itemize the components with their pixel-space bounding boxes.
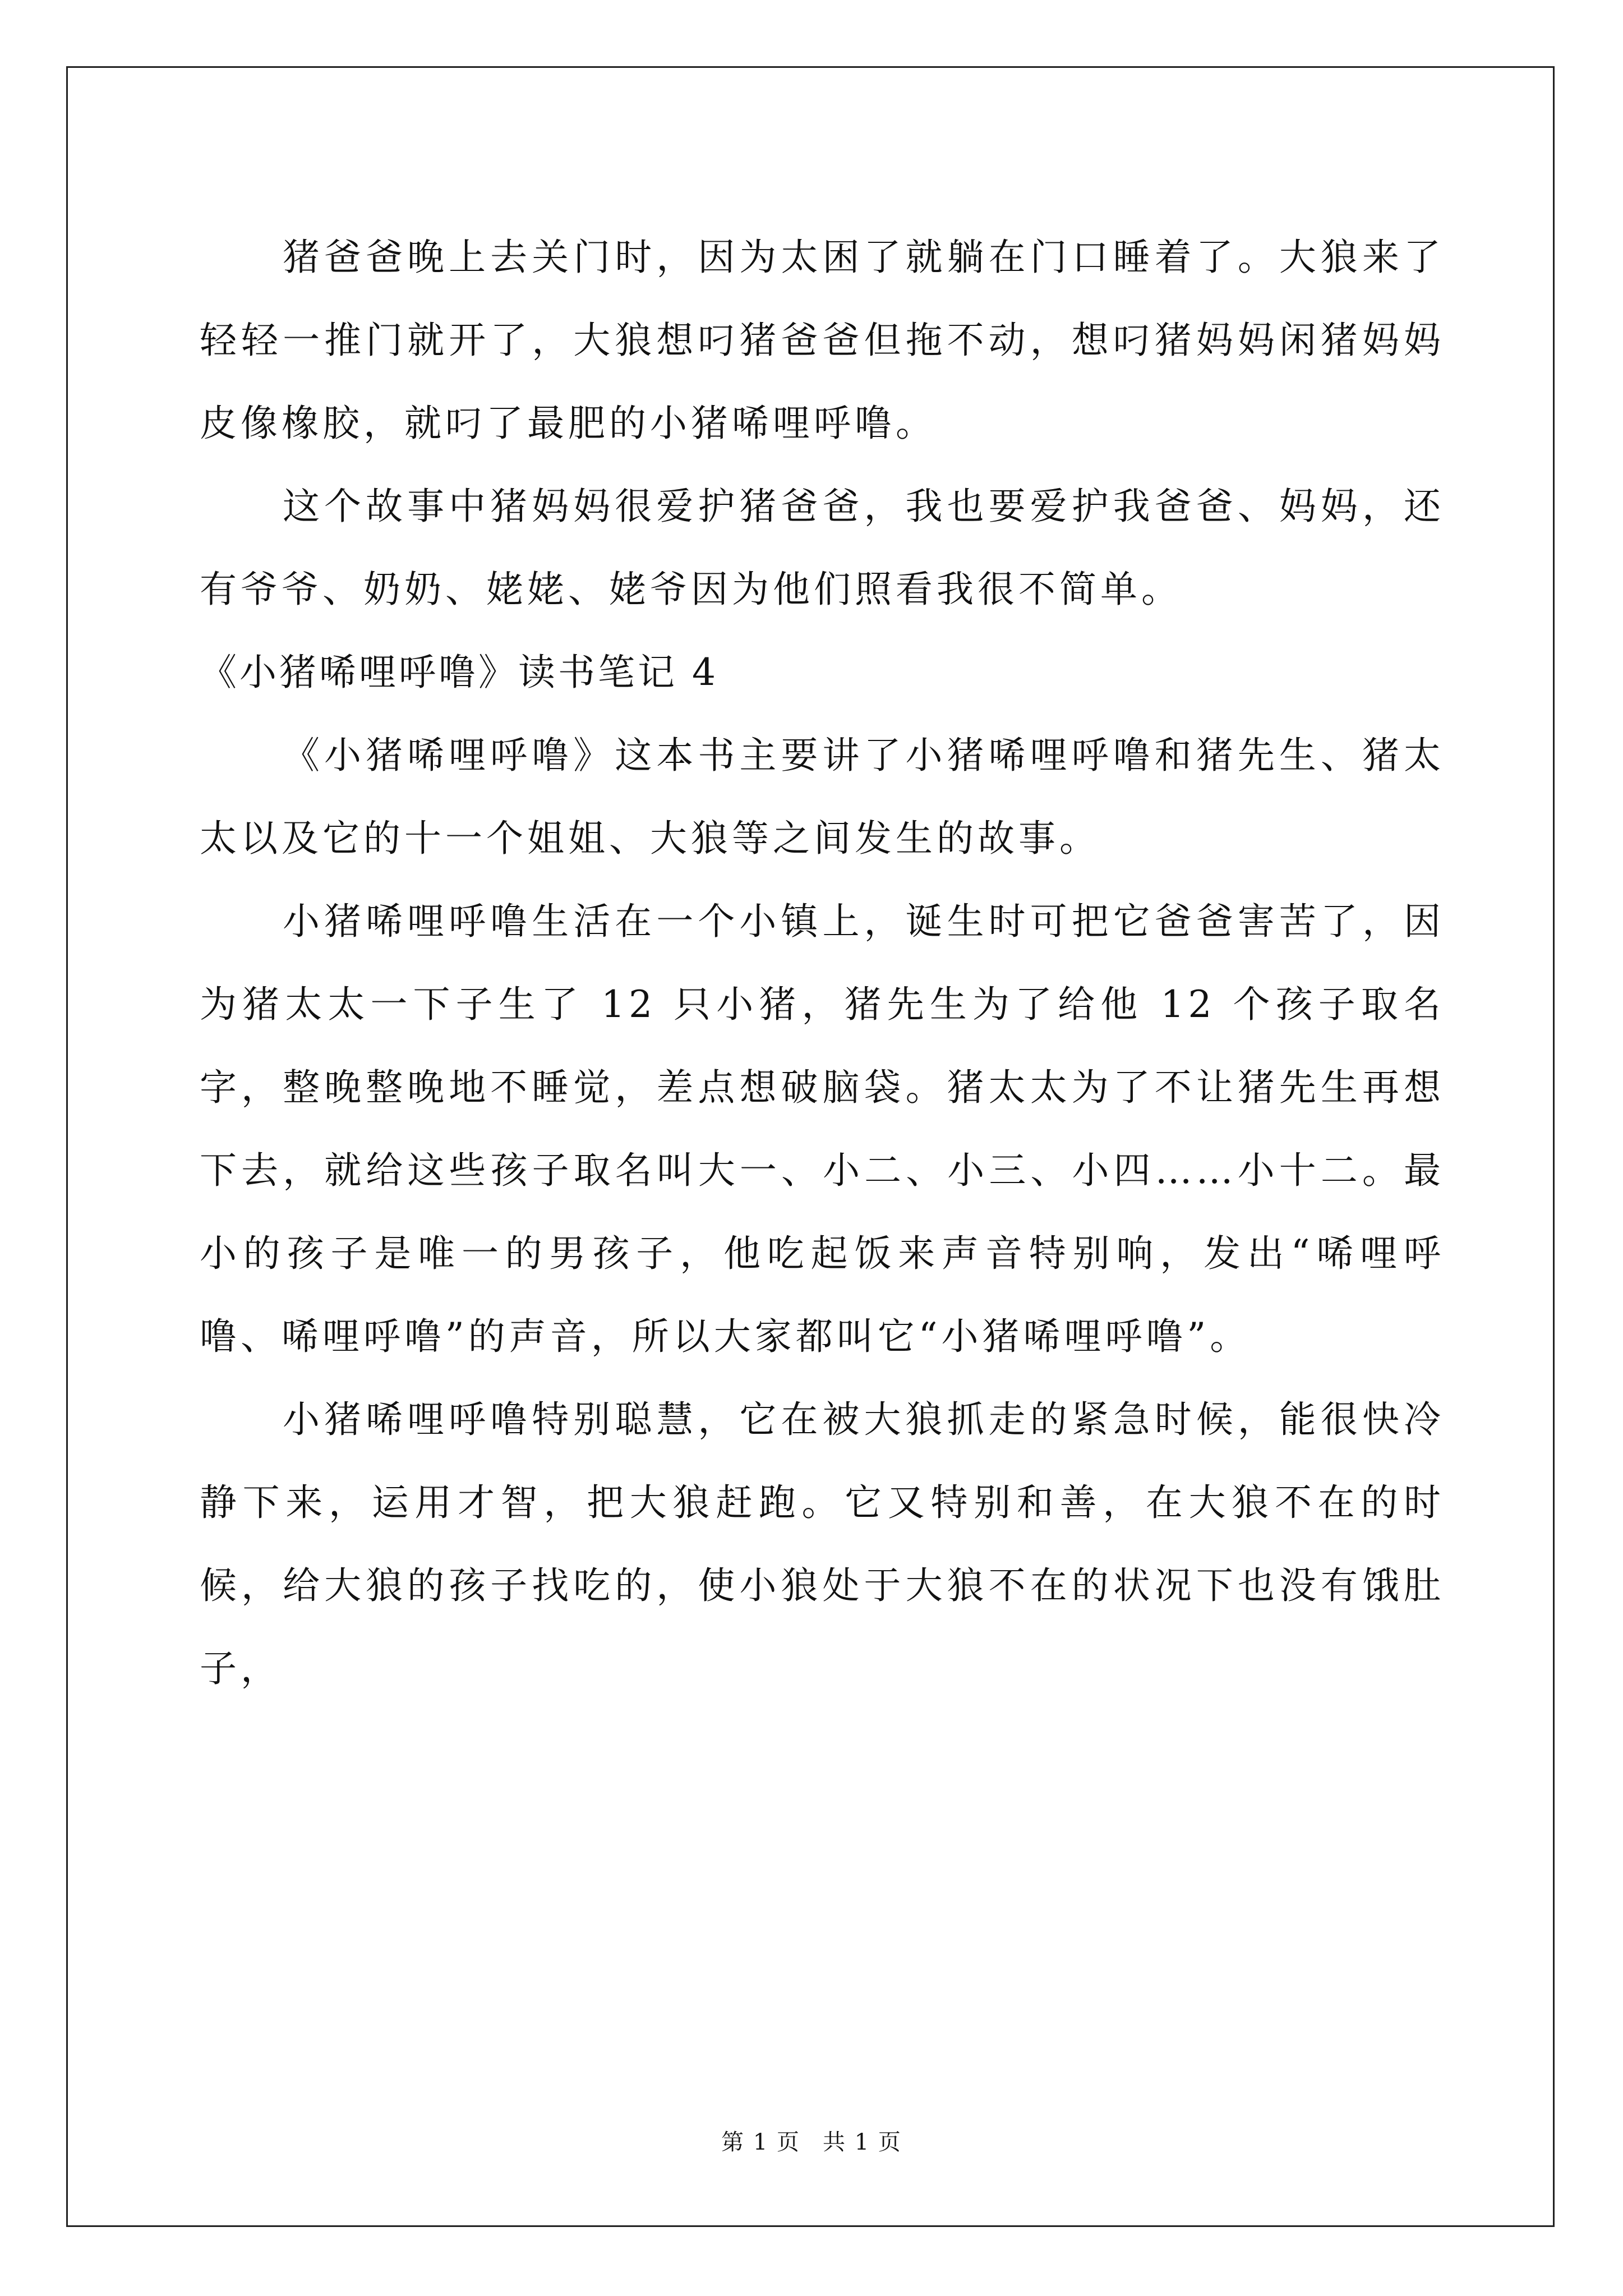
paragraph: 这个故事中猪妈妈很爱护猪爸爸，我也要爱护我爸爸、妈妈，还有爷爷、奶奶、姥姥、姥爷因为他们照看我很不简单。 — [200, 485, 1445, 611]
document-body — [200, 216, 1445, 1710]
paragraph: 《小猪唏哩呼噜》这本书主要讲了小猪唏哩呼噜和猪先生、猪太太以及它的十一个姐姐、大狼等之间发生的故事。 — [200, 734, 1445, 860]
paragraph: 猪爸爸晚上去关门时，因为太困了就躺在门口睡着了。大狼来了轻轻一推门就开了，大狼想叼猪爸爸但拖不动，想叼猪妈妈闲猪妈妈皮像橡胶，就叼了最肥的小猪唏哩呼噜。 — [200, 236, 1445, 445]
section-heading: 《小猪唏哩呼噜》读书笔记 4 — [200, 651, 718, 694]
page-number: 第 1 页 — [721, 2129, 800, 2155]
page-footer — [0, 2128, 1623, 2156]
paragraph: 小猪唏哩呼噜生活在一个小镇上，诞生时可把它爸爸害苦了，因为猪太太一下子生了 12 只小猪，猪先生为了给他 12 个孩子取名字，整晚整晚地不睡觉，差点想破脑袋。猪太太为了不让猪先生再想下去，就给这些孩子取名叫大一、小二、小三、小四……小十二。最小的孩子是唯一的男孩子，他吃起饭来声音特别响，发出“唏哩呼噜、唏哩呼噜”的声音，所以大家都叫它“小猪唏哩呼噜”。 — [200, 900, 1445, 1358]
paragraph: 小猪唏哩呼噜特别聪慧，它在被大狼抓走的紧急时候，能很快冷静下来，运用才智，把大狼赶跑。它又特别和善，在大狼不在的时候，给大狼的孩子找吃的，使小狼处于大狼不在的状况下也没有饿肚子， — [200, 1398, 1445, 1690]
page-total: 共 1 页 — [823, 2129, 902, 2155]
